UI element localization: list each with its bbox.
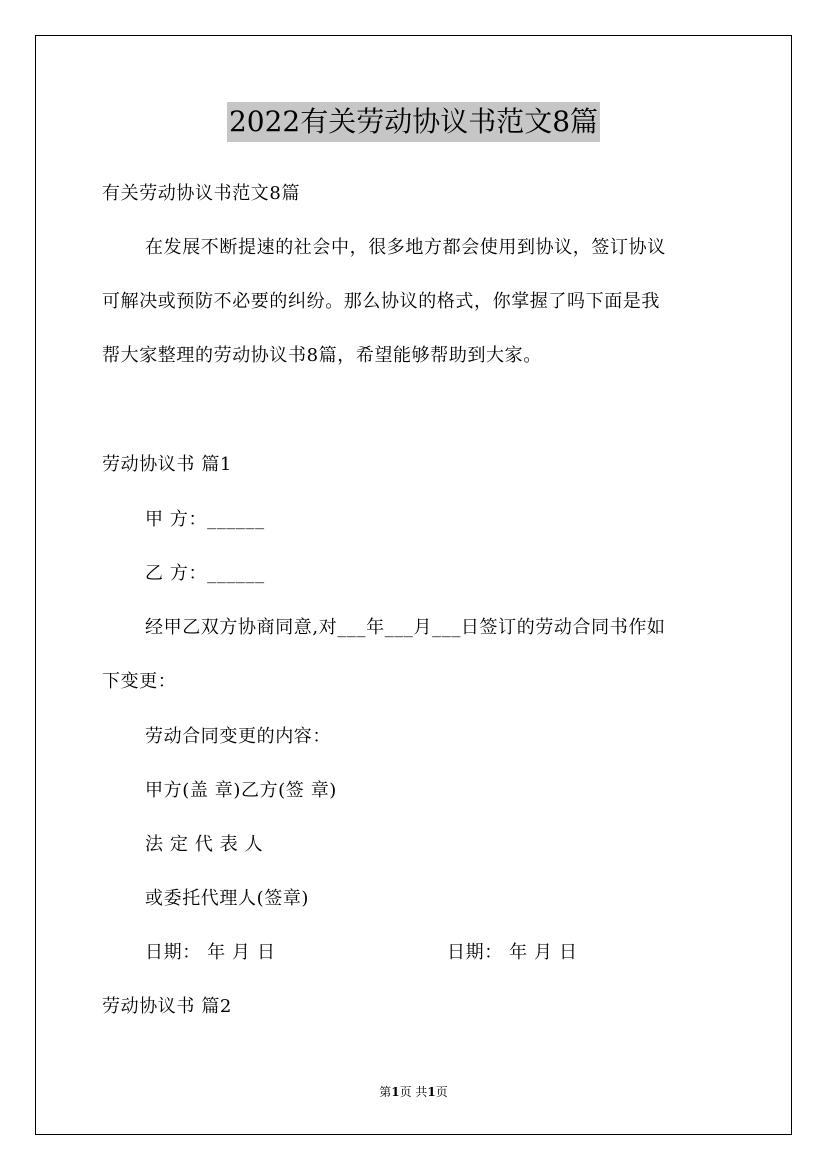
title-container bbox=[0, 102, 827, 142]
subtitle: 有关劳动协议书范文8篇 bbox=[102, 183, 301, 204]
footer-page-number: 1 bbox=[391, 1085, 400, 1099]
document-title: 2022有关劳动协议书范文8篇 bbox=[227, 102, 600, 142]
agent-signature-label: 或委托代理人(签章) bbox=[145, 888, 310, 909]
clause-line-2: 下变更： bbox=[102, 671, 177, 692]
party-b-field: 乙 方：______ bbox=[145, 563, 265, 584]
intro-line-1: 在发展不断提速的社会中，很多地方都会使用到协议，签订协议 bbox=[145, 237, 666, 258]
seals-line: 甲方(盖 章)乙方(签 章) bbox=[145, 780, 337, 801]
footer-mid: 页 共 bbox=[399, 1085, 428, 1099]
page-footer bbox=[0, 1083, 827, 1101]
legal-representative-label: 法 定 代 表 人 bbox=[145, 834, 264, 855]
party-a-field: 甲 方：______ bbox=[145, 509, 265, 530]
intro-line-2: 可解决或预防不必要的纠纷。那么协议的格式，你掌握了吗下面是我 bbox=[102, 291, 660, 312]
section-1-heading: 劳动协议书 篇1 bbox=[102, 454, 232, 475]
footer-prefix: 第 bbox=[379, 1085, 392, 1099]
clause-line-1: 经甲乙双方协商同意,对___年___月___日签订的劳动合同书作如 bbox=[145, 617, 666, 638]
footer-total-pages: 1 bbox=[427, 1085, 436, 1099]
date-field-right: 日期： 年 月 日 bbox=[447, 942, 578, 963]
footer-suffix: 页 bbox=[435, 1085, 448, 1099]
intro-line-3: 帮大家整理的劳动协议书8篇，希望能够帮助到大家。 bbox=[102, 345, 542, 366]
change-content-label: 劳动合同变更的内容： bbox=[145, 726, 331, 747]
section-2-heading: 劳动协议书 篇2 bbox=[102, 996, 232, 1017]
date-field-left: 日期： 年 月 日 bbox=[145, 942, 276, 963]
